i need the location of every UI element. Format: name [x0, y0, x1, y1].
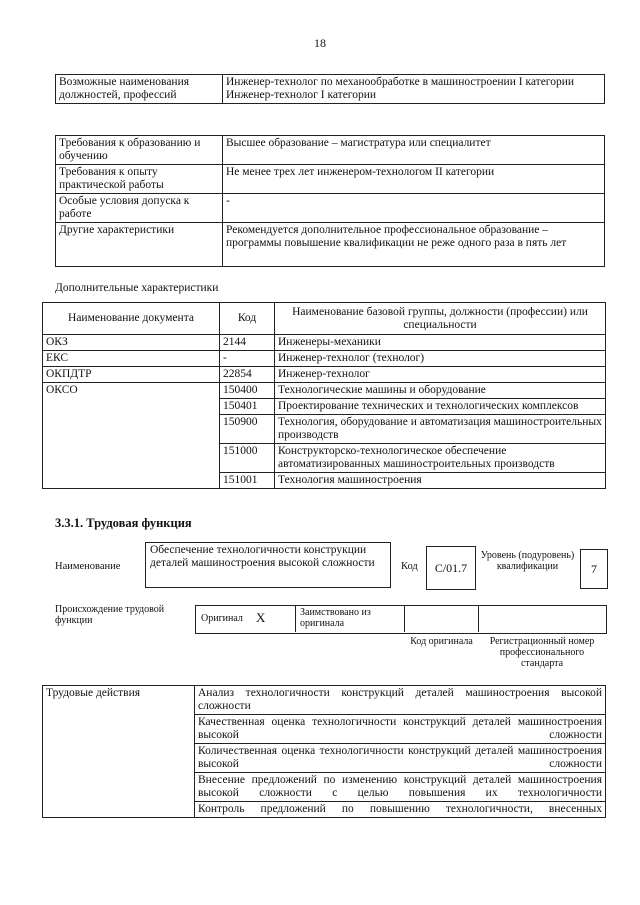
table-row — [43, 335, 606, 351]
header-code: Код — [220, 303, 275, 335]
positions-table — [55, 74, 605, 104]
row-name: Технология, оборудование и автоматизация машиностроительных производств — [275, 415, 606, 444]
page-number: 18 — [314, 36, 326, 50]
row-code: 151000 — [220, 444, 275, 473]
req-education-value: Высшее образование – магистратура или специалитет — [223, 136, 605, 165]
row-code: 150900 — [220, 415, 275, 444]
positions-value — [223, 75, 605, 104]
function-name: Обеспечение технологичности конструкции деталей машиностроения высокой сложности — [150, 544, 375, 569]
req-other-label: Другие характеристики — [56, 223, 223, 267]
table-row — [43, 367, 606, 383]
labor-action — [195, 715, 606, 744]
section-title: 3.3.1. Трудовая функция — [55, 516, 192, 530]
req-experience-label: Требования к опыту практической работы — [56, 165, 223, 194]
divider — [295, 605, 296, 632]
labor-action — [195, 802, 606, 818]
additional-table — [42, 302, 606, 489]
original-label: Оригинал — [201, 613, 243, 624]
row-doc: ОКЗ — [43, 335, 220, 351]
labor-action-text: Количественная оценка технологичности конструкций деталей машиностроения высокой сложности — [198, 745, 602, 770]
origin-label: Происхождение трудовой функции — [55, 604, 165, 626]
header-name: Наименование базовой группы, должности (профессии) или специальности — [275, 303, 606, 335]
labor-actions-table — [42, 685, 606, 818]
code-box: С/01.7 — [426, 546, 476, 590]
row-name: Инженеры-механики — [275, 335, 606, 351]
row-doc: ЕКС — [43, 351, 220, 367]
name-label: Наименование — [55, 561, 121, 572]
row-code: 150401 — [220, 399, 275, 415]
labor-action — [195, 744, 606, 773]
labor-action-text: Анализ технологичности конструкций деталей машиностроения высокой сложности — [198, 687, 602, 712]
labor-actions-label: Трудовые действия — [43, 686, 195, 818]
req-education-label: Требования к образованию и обучению — [56, 136, 223, 165]
position-2: Инженер-технолог I категории — [226, 89, 377, 101]
row-code: - — [220, 351, 275, 367]
labor-action-text: Контроль предложений по повышению технологичности, внесенных — [198, 803, 602, 815]
row-code: 22854 — [220, 367, 275, 383]
req-conditions-label: Особые условия допуска к работе — [56, 194, 223, 223]
code-original-label: Код оригинала — [410, 636, 473, 647]
level-label: Уровень (подуровень) квалификации — [480, 550, 575, 572]
code-label: Код — [401, 561, 418, 572]
row-code: 151001 — [220, 473, 275, 489]
position-1: Инженер-технолог по механообработке в машиностроении I категории — [226, 76, 575, 88]
req-experience-value: Не менее трех лет инженером-технологом II категории — [223, 165, 605, 194]
row-code: 150400 — [220, 383, 275, 399]
row-doc: ОКПДТР — [43, 367, 220, 383]
function-name-box — [145, 542, 391, 588]
positions-label: Возможные наименования должностей, профессий — [56, 75, 223, 104]
row-name: Технологические машины и оборудование — [275, 383, 606, 399]
row-name: Инженер-технолог (технолог) — [275, 351, 606, 367]
reg-number-label: Регистрационный номер профессионального стандарта — [489, 636, 595, 669]
requirements-table — [55, 135, 605, 267]
borrowed-label: Заимствовано из оригинала — [300, 607, 371, 629]
req-conditions-value: - — [223, 194, 605, 223]
labor-action-text: Внесение предложений по изменению конструкций деталей машиностроения высокой сложности с целью повышения их технологичности — [198, 774, 602, 799]
row-name: Технология машиностроения — [275, 473, 606, 489]
req-other-value: Рекомендуется дополнительное профессиональное образование – программы повышение квалификации не реже одного раза в пять лет — [223, 223, 605, 267]
level-box: 7 — [580, 549, 608, 589]
original-mark: X — [256, 610, 266, 625]
row-name: Инженер-технолог — [275, 367, 606, 383]
additional-title: Дополнительные характеристики — [55, 282, 219, 294]
table-row — [43, 383, 606, 399]
table-row — [43, 351, 606, 367]
labor-action-text: Качественная оценка технологичности конструкций деталей машиностроения высокой сложности — [198, 716, 602, 741]
row-doc: ОКСО — [43, 383, 220, 489]
row-name: Проектирование технических и технологических комплексов — [275, 399, 606, 415]
labor-action — [195, 686, 606, 715]
row-code: 2144 — [220, 335, 275, 351]
labor-action — [195, 773, 606, 802]
divider — [478, 605, 479, 632]
row-name: Конструкторско-технологическое обеспечение автоматизированных машиностроительных производств — [275, 444, 606, 473]
header-doc: Наименование документа — [43, 303, 220, 335]
divider — [404, 605, 405, 632]
